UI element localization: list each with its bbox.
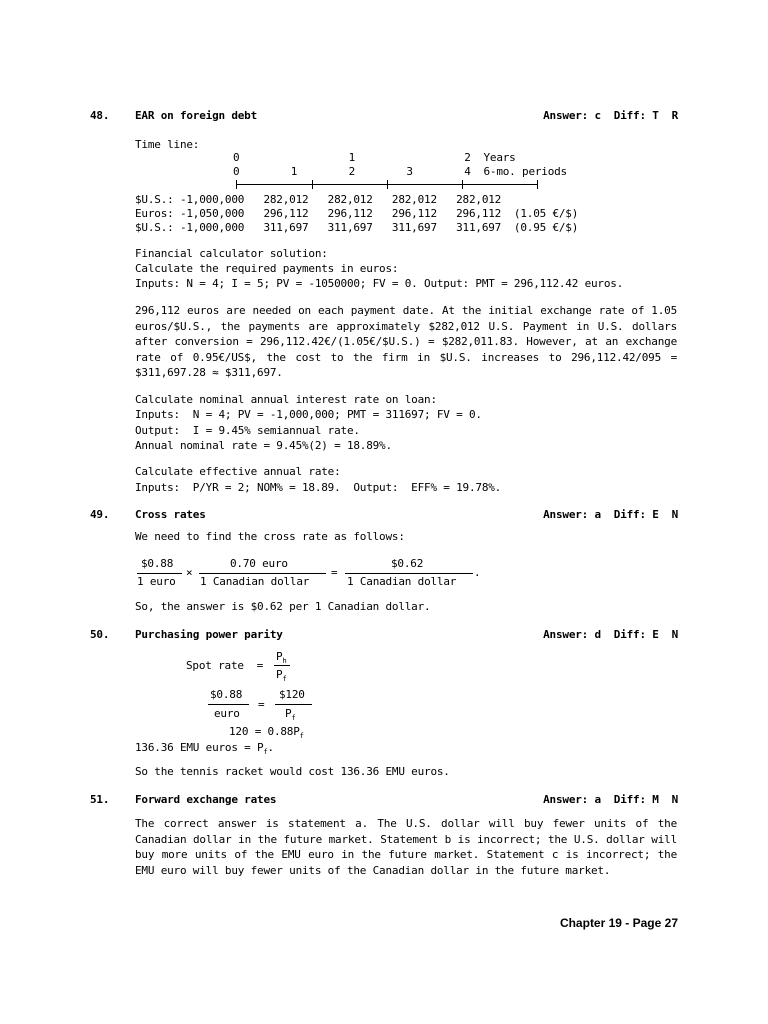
spot-rate-label: Spot rate = — [186, 659, 264, 672]
calc-line: Calculate nominal annual interest rate on loan: — [135, 393, 437, 406]
fraction-denominator: 1 euro — [137, 575, 176, 588]
question-title: Forward exchange rates — [135, 793, 277, 806]
page-footer: Chapter 19 - Page 27 — [559, 916, 678, 930]
answer-info: Answer: a Diff: M N — [543, 793, 678, 806]
timeline-periods-row: 0 1 2 3 4 6-mo. periods — [233, 165, 567, 178]
question-49-header — [90, 508, 678, 524]
fraction-numerator: $120 — [279, 688, 305, 701]
question-title: Cross rates — [135, 508, 206, 521]
question-number: 50. — [90, 628, 110, 641]
calc-line: Calculate the required payments in euros: — [135, 262, 399, 275]
cross-rate-intro: We need to find the cross rate as follows: — [135, 530, 405, 543]
question-50-header — [90, 628, 678, 644]
fraction-denominator: euro — [214, 707, 240, 720]
equals-sign: = — [331, 566, 338, 579]
forward-rates-paragraph: The correct answer is statement a. The U.S. dollar will buy fewer units of the Canadian dollar in the future market. Statement b is incorrect; the U.S. dollar will buy more units of the EMU euro in the future market. Statement c is incorrect; the EMU euro will buy fewer units of the Canadian dollar in the future market. — [135, 817, 677, 877]
timeline-label: Time line: — [135, 138, 200, 151]
timeline-row-usd-1: $U.S.: -1,000,000 282,012 282,012 282,012 282,012 — [135, 193, 502, 206]
timeline-row-euros: Euros: -1,050,000 296,112 296,112 296,112 296,112 (1.05 €/$) — [135, 207, 579, 220]
fraction-numerator: $0.88 — [141, 557, 174, 570]
answer-info: Answer: c Diff: T R — [543, 109, 678, 122]
answer-info: Answer: a Diff: E N — [543, 508, 678, 521]
question-number: 48. — [90, 109, 110, 122]
calc-line: Annual nominal rate = 9.45%(2) = 18.89%. — [135, 439, 392, 452]
timeline-years-row: 0 1 2 Years — [233, 151, 516, 164]
calc-line: Calculate effective annual rate: — [135, 465, 341, 478]
question-title: EAR on foreign debt — [135, 109, 258, 122]
fraction-denominator: $P_f$ — [276, 668, 287, 684]
question-title: Purchasing power parity — [135, 628, 283, 641]
calc-line: Output: I = 9.45% semiannual rate. — [135, 424, 360, 437]
fraction-denominator: $P_f$ — [285, 707, 296, 723]
question-number: 49. — [90, 508, 110, 521]
equals-sign: = — [258, 698, 265, 711]
fraction-denominator: 1 Canadian dollar — [347, 575, 457, 588]
calc-line: Inputs: N = 4; PV = -1,000,000; PMT = 311697; FV = 0. — [135, 408, 482, 421]
fraction-numerator: $0.62 — [391, 557, 424, 570]
fraction-numerator: $P_h$ — [276, 650, 287, 666]
calc-line: Inputs: N = 4; I = 5; PV = -1050000; FV = 0. Output: PMT = 296,112.42 euros. — [135, 277, 624, 290]
times-sign: × — [186, 566, 193, 579]
question-51-header — [90, 793, 678, 809]
fraction-numerator: 0.70 euro — [230, 557, 288, 570]
fraction-denominator: 1 Canadian dollar — [200, 575, 310, 588]
calc-line: Financial calculator solution: — [135, 247, 328, 260]
fraction-numerator: $0.88 — [210, 688, 243, 701]
equation-line: 136.36 EMU euros = $P_f$. — [135, 741, 274, 757]
calc-line: Inputs: P/YR = 2; NOM% = 18.89. Output: EFF% = 19.78%. — [135, 481, 502, 494]
explanation-paragraph: 296,112 euros are needed on each payment date. At the initial exchange rate of 1.05 euros/$U.S., the payments are approximately $282,012 U.S. Payment in U.S. dollars after conversion = 296,112.42€/(1.05€/$U.S.) = $282,011.83. However, at an exchange rate of 0.95€/US$, the cost to the firm in $U.S. increases to 296,112.42/095 = $311,697.28 ≈ $311,697. — [135, 304, 677, 379]
answer-info: Answer: d Diff: E N — [543, 628, 678, 641]
ppp-conclusion: So the tennis racket would cost 136.36 EMU euros. — [135, 765, 450, 778]
timeline-row-usd-2: $U.S.: -1,000,000 311,697 311,697 311,697 311,697 (0.95 €/$) — [135, 221, 579, 234]
period: . — [474, 566, 481, 579]
question-number: 51. — [90, 793, 110, 806]
cross-rate-conclusion: So, the answer is $0.62 per 1 Canadian dollar. — [135, 600, 431, 613]
equation-line: $120 = 0.88P_f$ — [229, 725, 304, 741]
question-48-header — [90, 109, 678, 125]
